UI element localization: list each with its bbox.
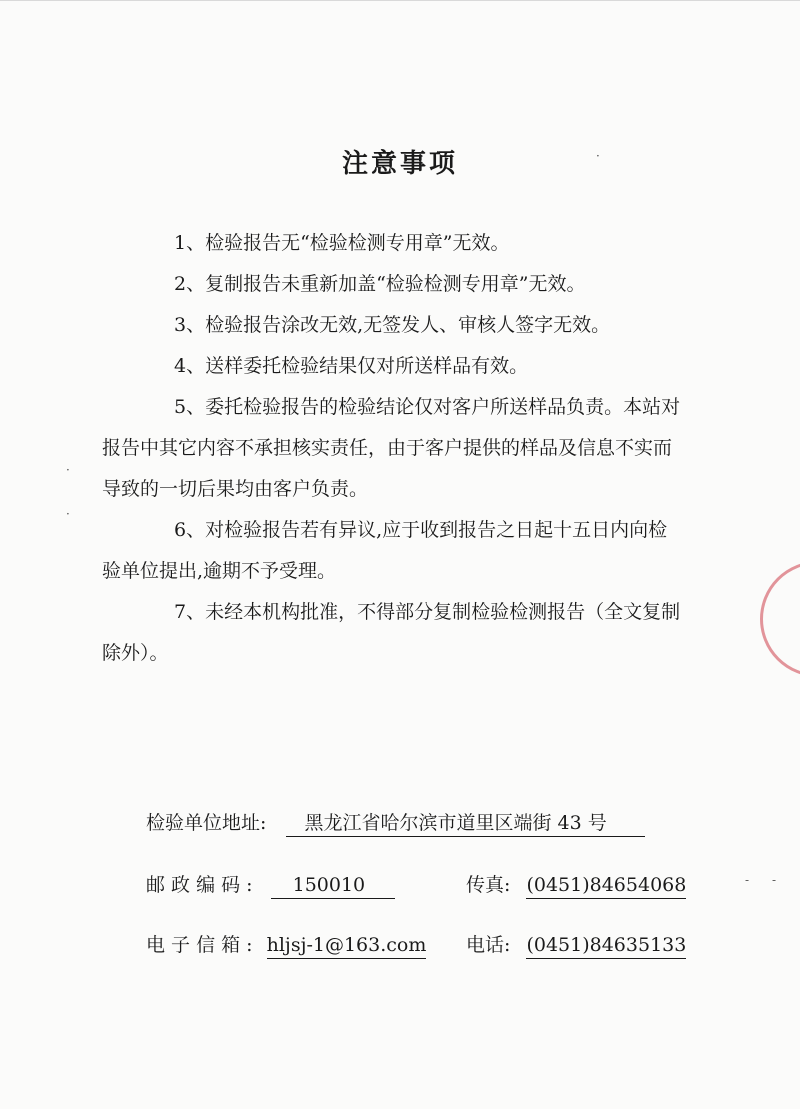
address-row (146, 811, 645, 837)
scan-speck: - (745, 873, 750, 887)
notice-item-2: 2、复制报告未重新加盖“检验检测专用章”无效。 (174, 273, 586, 295)
notice-list (102, 223, 726, 674)
scan-speck: - (772, 873, 777, 887)
notice-item-7: 7、未经本机构批准，不得部分复制检验检测报告（全文复制除外）。 (102, 601, 681, 664)
page-title: 注意事项 (341, 149, 458, 179)
notice-item-4: 4、送样委托检验结果仅对所送样品有效。 (174, 355, 529, 377)
email-label: 电 子 信 箱 : (146, 934, 253, 956)
red-seal-stamp (760, 561, 800, 677)
postcode-row (146, 873, 395, 899)
fax-label: 传真: (466, 874, 511, 896)
phone-row (466, 933, 686, 959)
fax-value: (0451)84654068 (526, 873, 686, 899)
postcode-value: 150010 (271, 873, 396, 899)
postcode-label: 邮 政 编 码 : (146, 874, 253, 896)
email-row (146, 933, 426, 959)
notice-item-5: 5、委托检验报告的检验结论仅对客户所送样品负责。本站对报告中其它内容不承担核实责任，由于客户提供的样品及信息不实而导致的一切后果均由客户负责。 (102, 396, 681, 500)
scan-speck: · (66, 463, 70, 477)
phone-label: 电话: (466, 934, 511, 956)
email-value: hljsj-1@163.com (267, 933, 427, 959)
notice-item-3: 3、检验报告涂改无效,无签发人、审核人签字无效。 (174, 314, 611, 336)
notice-item-6: 6、对检验报告若有异议,应于收到报告之日起十五日内向检验单位提出,逾期不予受理。 (102, 519, 668, 582)
notice-item-1: 1、检验报告无“检验检测专用章”无效。 (174, 232, 510, 254)
address-label: 检验单位地址: (146, 812, 267, 834)
fax-row (466, 873, 686, 899)
scan-speck: · (596, 149, 600, 163)
address-value: 黑龙江省哈尔滨市道里区端街 43 号 (286, 811, 644, 837)
scan-speck: · (66, 507, 70, 521)
phone-value: (0451)84635133 (526, 933, 686, 959)
